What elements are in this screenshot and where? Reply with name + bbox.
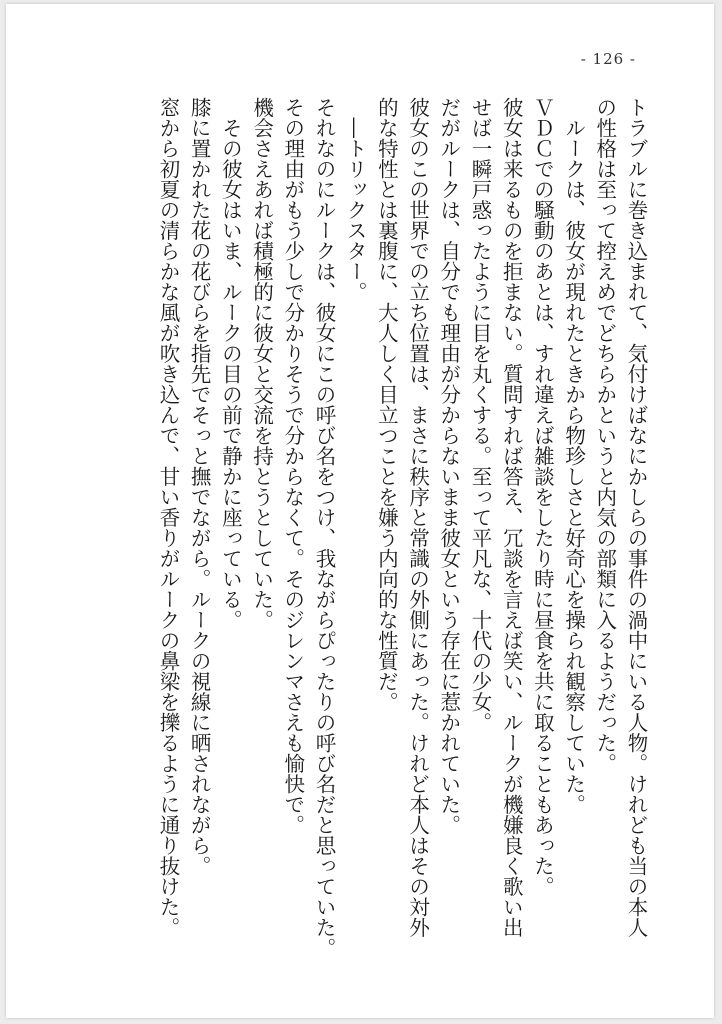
- book-page: [6, 4, 714, 1018]
- text-line: 的な特性とは裏腹に、大人しく目立つことを嫌う内向的な性質だ。: [374, 97, 399, 712]
- page-number: - 126 -: [580, 50, 636, 68]
- text-line: の性格は至って控えめでどちらかというと内気の部類に入るようだった。: [592, 97, 617, 774]
- text-line: ―トリックスター。: [343, 97, 368, 302]
- text-line: ＶＤＣでの騒動のあとは、すれ違えば雑談をしたり時に昼食を共に取ることもあった。: [530, 97, 555, 897]
- text-line: 窓から初夏の清らかな風が吹き込んで、甘い香りがルークの鼻梁を擽るように通り抜けた。: [155, 97, 180, 938]
- text-line: 機会さえあれば積極的に彼女と交流を持とうとしていた。: [249, 97, 274, 630]
- text-line: 彼女のこの世界での立ち位置は、まさに秩序と常識の外側にあった。けれど本人はその対外: [405, 97, 430, 938]
- text-line: その理由がもう少しで分かりそうで分からなくて。そのジレンマさえも愉快で。: [280, 97, 305, 835]
- text-line: トラブルに巻き込まれて、気付けばなにかしらの事件の渦中にいる人物。けれども当の本人: [624, 97, 648, 938]
- text-line: だがルークは、自分でも理由が分からないまま彼女という存在に惹かれていた。: [436, 97, 461, 835]
- text-line: その彼女はいま、ルークの目の前で静かに座っている。: [218, 97, 243, 630]
- text-line: それなのにルークは、彼女にこの呼び名をつけ、我ながらぴったりの呼び名だと思っていた。: [311, 97, 336, 958]
- vertical-text-body: [136, 97, 651, 977]
- text-line: 彼女は来るものを拒まない。質問すれば答え、冗談を言えば笑い、ルークが機嫌良く歌い出: [499, 97, 524, 938]
- text-line: せば一瞬戸惑ったように目を丸くする。至って平凡な、十代の少女。: [467, 97, 492, 733]
- text-line: 膝に置かれた花の花びらを指先でそっと撫でながら。ルークの視線に晒されながら。: [187, 97, 212, 876]
- text-line: ルークは、彼女が現れたときから物珍しさと好奇心を操られ観察していた。: [561, 97, 586, 815]
